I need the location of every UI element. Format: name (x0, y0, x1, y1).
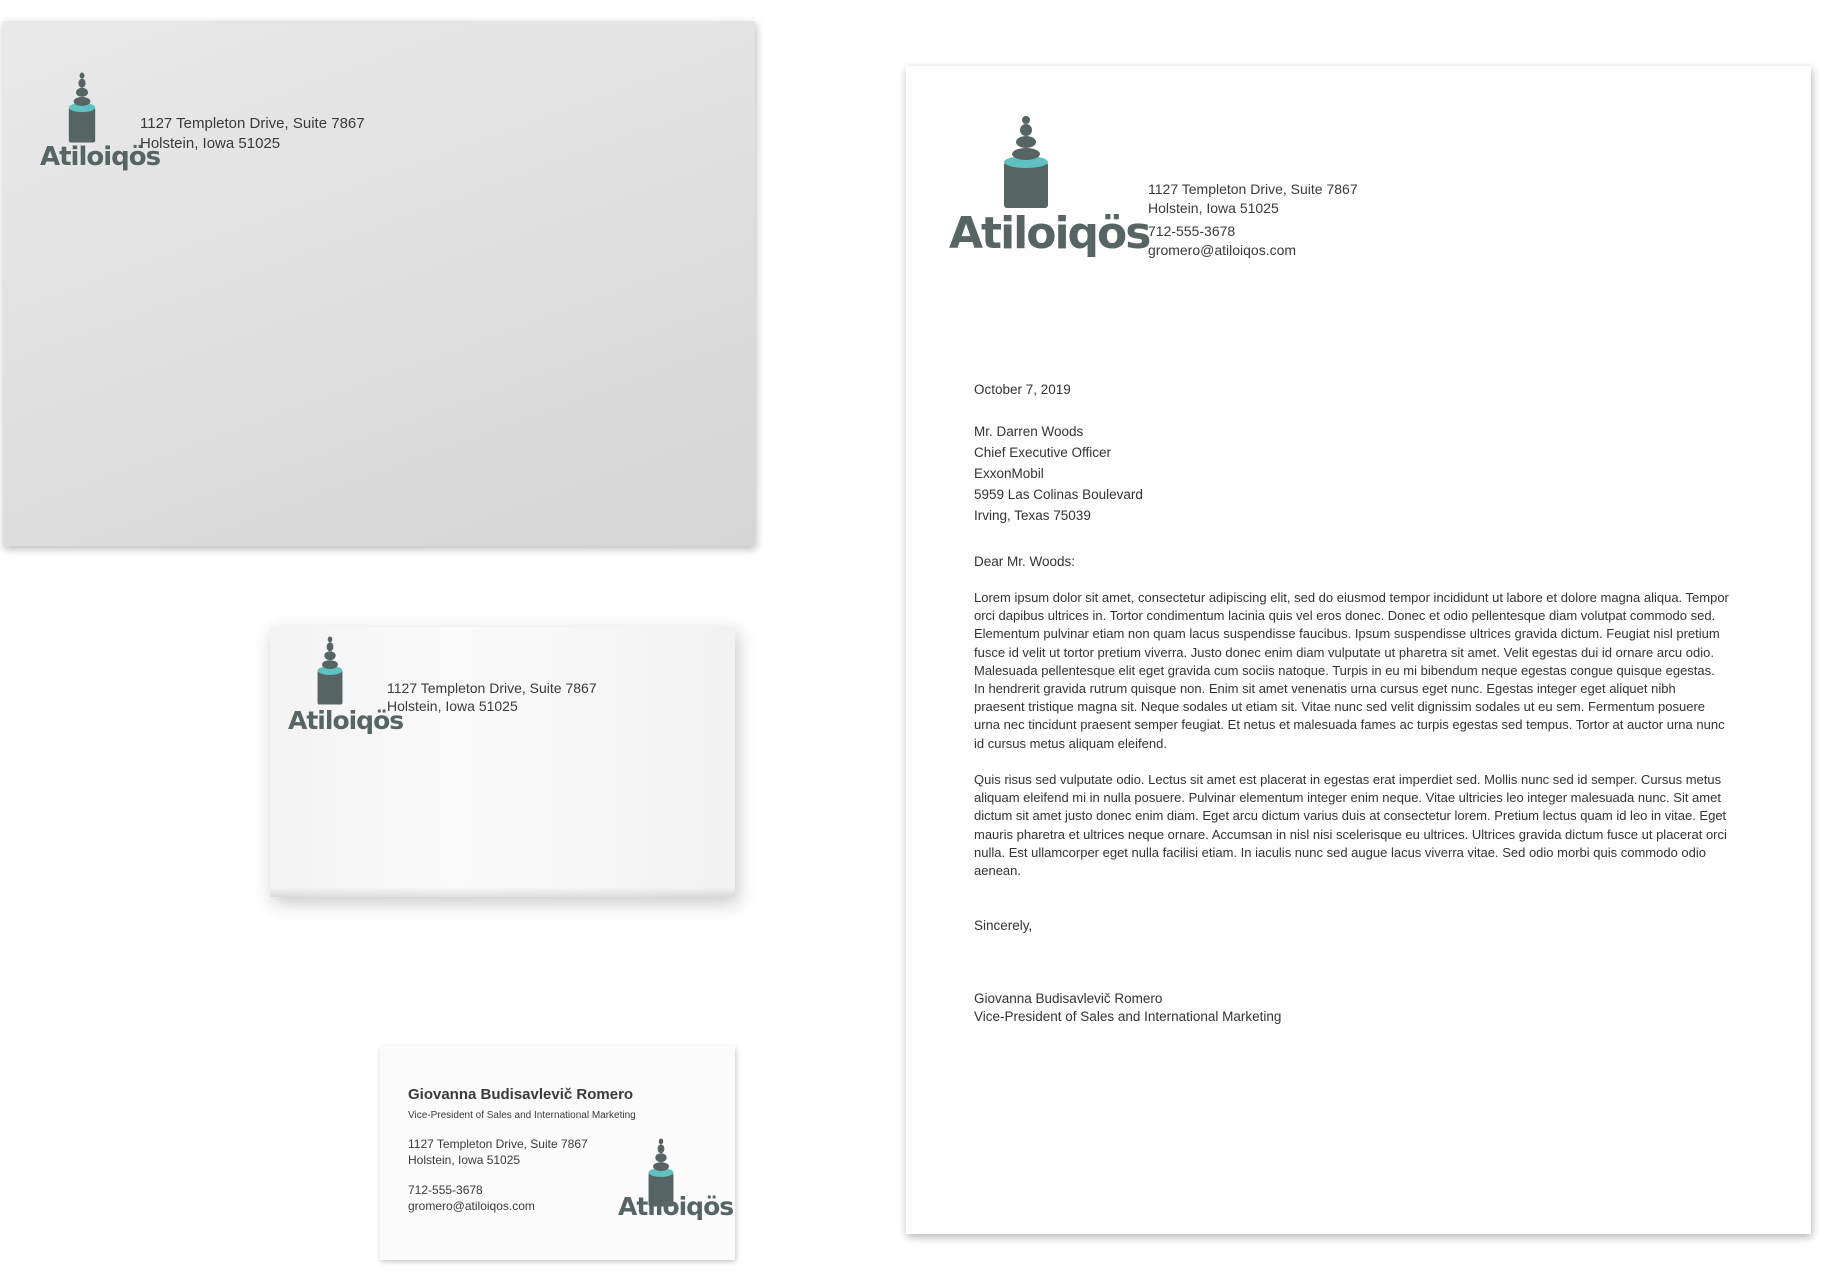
address-line: Holstein, Iowa 51025 (408, 1153, 521, 1167)
stacked-tower-logo-icon (64, 68, 100, 144)
stacked-tower-logo-icon (313, 632, 347, 706)
address-line: Holstein, Iowa 51025 (140, 135, 281, 152)
letterhead-email: gromero@atiloiqos.com (1148, 242, 1297, 258)
recipient-line: Mr. Darren Woods (974, 424, 1084, 439)
envelope (3, 21, 755, 546)
brand-wordmark: Atiloiqös (618, 1192, 734, 1221)
address-line: 1127 Templeton Drive, Suite 7867 (387, 680, 597, 696)
small-envelope (270, 627, 735, 897)
recipient-line: ExxonMobil (974, 466, 1044, 481)
brand-wordmark: Atiloiqös (40, 142, 161, 172)
small-envelope-return-address (387, 679, 597, 715)
address-line: 1127 Templeton Drive, Suite 7867 (408, 1137, 588, 1151)
card-person-title: Vice-President of Sales and International Marketing (408, 1110, 636, 1121)
letterhead-contact (1148, 222, 1296, 260)
card-contact (408, 1182, 535, 1214)
letterhead-address (1148, 180, 1358, 218)
envelope-return-address (140, 114, 365, 154)
letter-date: October 7, 2019 (974, 382, 1071, 397)
signer-name: Giovanna Budisavlevič Romero (974, 991, 1163, 1006)
letter-recipient-block (974, 421, 1143, 526)
address-line: 1127 Templeton Drive, Suite 7867 (140, 115, 365, 132)
brand-wordmark: Atiloiqös (288, 706, 404, 735)
letterhead-phone: 712-555-3678 (1148, 223, 1236, 239)
signer-title: Vice-President of Sales and International Marketing (974, 1009, 1282, 1024)
recipient-line: Irving, Texas 75039 (974, 508, 1091, 523)
address-line: Holstein, Iowa 51025 (387, 698, 518, 714)
letter-closing: Sincerely, (974, 918, 1033, 933)
letter-salutation: Dear Mr. Woods: (974, 554, 1076, 569)
address-line: Holstein, Iowa 51025 (1148, 200, 1279, 216)
letterhead-page (906, 66, 1811, 1234)
address-line: 1127 Templeton Drive, Suite 7867 (1148, 181, 1358, 197)
business-card (380, 1046, 735, 1260)
card-email: gromero@atiloiqos.com (408, 1199, 535, 1213)
letter-signature-block (974, 990, 1281, 1026)
recipient-line: Chief Executive Officer (974, 445, 1112, 460)
stacked-tower-logo-icon (996, 110, 1056, 210)
card-person-name: Giovanna Budisavlevič Romero (408, 1086, 634, 1103)
brand-wordmark: Atiloiqös (949, 208, 1150, 259)
card-address (408, 1136, 588, 1168)
card-phone: 712-555-3678 (408, 1183, 483, 1197)
letter-paragraph: Lorem ipsum dolor sit amet, consectetur adipiscing elit, sed do eiusmod tempor incididunt ut labore et dolore magna aliqua. Tempor orci dapibus ultrices in. Tortor condimentum lacinia quis vel eros donec. Donec et odio pellentesque diam volutpat commodo sed. Elementum pulvinar etiam non quam lacus suspendisse faucibus. Ipsum suspendisse ultrices gravida dictum. Feugiat nisl pretium fusce id velit ut tortor pretium viverra. Justo donec enim diam vulputate ut pharetra sit amet. Velit egestas dui id ornare arcu odio. Malesuada pellentesque elit eget gravida cum sociis natoque. Turpis in eu mi bibendum neque egestas congue quisque egestas. In hendrerit gravida rutrum quisque non. Enim sit amet venenatis urna cursus eget nunc. Egestas integer eget aliquet nibh praesent tristique magna sit. Neque sodales ut etiam sit. Vitae nunc sed velit dignissim sodales ut eu sem. Fermentum posuere urna nec tincidunt praesent semper feugiat. Et netus et malesuada fames ac turpis egestas sed tempus. Tortor at auctor urna nunc id cursus metus aliquam eleifend. (974, 590, 1729, 751)
recipient-line: 5959 Las Colinas Boulevard (974, 487, 1143, 502)
letter-paragraph: Quis risus sed vulputate odio. Lectus sit amet est placerat in egestas erat imperdiet sed. Mollis nunc sed id semper. Cursus metus aliquam eleifend mi in nulla posuere. Pulvinar elementum integer enim neque. Vitae ultricies leo integer malesuada nunc. Sit amet dictum sit amet justo donec enim diam. Eget arcu dictum varius duis at consectetur lorem. Pretium lectus quam id leo in vitae. Eget mauris pharetra et ultrices neque ornare. Accumsan in nisl nisi scelerisque eu ultrices. Ultrices gravida dictum fusce ut placerat orci nulla. Est ullamcorper eget nulla facilisi etiam. In iaculis nunc sed augue lacus viverra vitae. Sed odio morbi quis commodo odio aenean. (974, 772, 1727, 879)
